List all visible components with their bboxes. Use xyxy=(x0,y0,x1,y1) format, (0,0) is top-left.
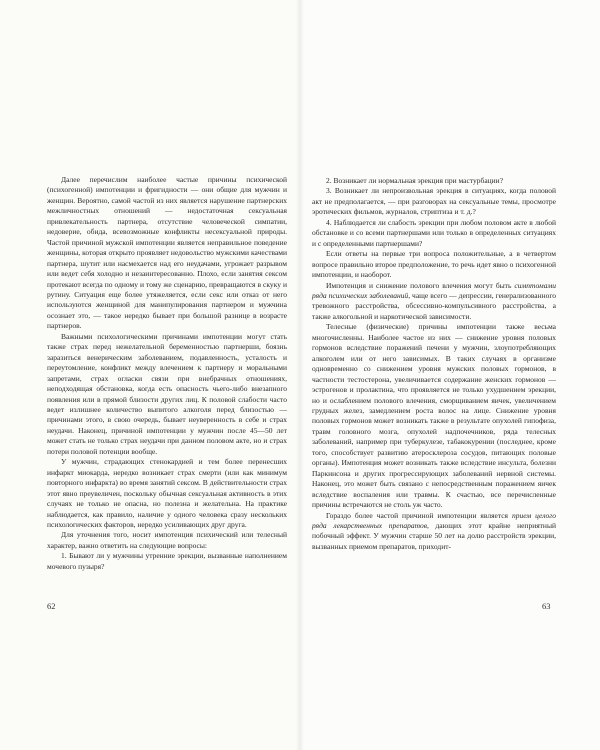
question-item: 3. Возникает ли непроизвольная эрекция в ситуациях, когда половой акт не предполагается, — при разговорах на сексуальные темы, просмотре эротических фильмов, журналов, стриптиза и т. д.? xyxy=(312,186,556,217)
question-item: 2. Возникает ли нормальная эрекция при мастурбации? xyxy=(326,176,504,185)
paragraph: Далее перечислим наиболее частые причины психической (психогенной) импотенции и фригидности — они общие для мужчин и женщин. Вероятно, самой частой из них является нарушение партнерских межличностных отношений — недостаточная сексуальная привлекательность партнера, отсутствие человеческой симпатии, недоверие, обида, всевозможные конфликты несексуальной природы. Частой причиной мужской импотенции является неправильное поведение женщины, которая открыто проявляет недовольство мужскими качествами партнера, шутит или насмехается над его неудачами, угрожает разрывом или ведет себя холодно и незаинтересованно. Плохо, если занятия сексом протекают всегда по одному и тому же сценарию, превращаются в скуку и рутину. Ситуация еще более утяжеляется, если секс или отказ от него используются женщиной для манипулирования партнером и мужчина осознает это, — такое нередко бывает при большой разнице в возрасте партнеров. xyxy=(47,175,287,331)
paragraph: Для уточнения того, носит импотенция психический или телесный характер, важно ответить на следующие вопросы: xyxy=(47,530,287,550)
right-page xyxy=(300,0,600,750)
page-number: 63 xyxy=(542,601,551,611)
paragraph: Важными психологическими причинами импотенции могут стать также страх перед нежелательной беременностью партнерши, боязнь заразиться венерическим заболеванием, подавленность, усталость и переутомление, конфликт между влечением к партнеру и моральными запретами, страх огласки связи при внебрачных отношениях, неподходящая обстановка, когда есть опасность чьего-либо внезапного появления или в прямой близости других лиц. К половой слабости часто ведет излишнее количество выпитого алкоголя перед близостью — причинами этого, в свою очередь, бывает неуверенность в себе и страх неудачи. Наконец, причиной импотенции у мужчин после 45—50 лет может стать не только страх неудачи при данном половом акте, но и страх потери половой потенции вообще. xyxy=(47,331,287,456)
paragraph: Телесные (физические) причины импотенции также весьма многочисленны. Наиболее частое из них — снижение уровня половых гормонов вследствие поражений печени у мужчин, злоупотребляющих алкоголем или от него зависимых. В таких случаях в организме одновременно со снижением уровня мужских половых гормонов, в частности тестостерона, увеличивается содержание женских гормонов — эстрогенов и пролактина, что проявляется не только ухудшением эрекции, но и ослаблением полового влечения, сморщиванием яичек, увеличением грудных желез, замедлением роста волос на лице. Снижение уровня половых гормонов может возникать также в результате опухолей гипофиза, травм головного мозга, опухолей надпочечников, ряда телесных заболеваний, например при туберкулезе, табакокурении (последнее, кроме того, способствует развитию атеросклероза сосудов, питающих половые органы). Импотенция может возникать также вследствие инсульта, болезни Паркинсона и других прогрессирующих заболеваний нервной системы. Наконец, это может быть связано с непосредственным поражением яичек вследствие воспаления или травмы. К счастью, все перечисленные причины встречаются не столь уж часто. xyxy=(312,322,556,510)
page-number: 62 xyxy=(47,601,56,611)
question-item: 1. Бывают ли у мужчины утренние эрекции, вызванные наполнением мочевого пузыря? xyxy=(47,551,287,571)
paragraph: У мужчин, страдающих стенокардией и тем более перенесших инфаркт миокарда, нередко возникает страх смерти (или как минимум повторного инфаркта) во время занятий сексом. В действительности страх этот явно преувеличен, поскольку обычная сексуальная активность в этих случаях не только не опасна, но полезна и желательна. На практике наблюдается, как правило, наличие у одного человека сразу нескольких психологических факторов, нередко усиливающих друг друга. xyxy=(47,457,287,529)
text-run: Импотенция и снижение полового влечения могут быть xyxy=(326,280,515,290)
paragraph xyxy=(312,511,556,553)
emphasis-text: прием целого ряда лекарственных препаратов xyxy=(312,510,556,530)
paragraph xyxy=(312,281,556,323)
left-text-column xyxy=(47,175,287,572)
text-run: Гораздо более частой причиной импотенции является xyxy=(326,510,512,520)
text-run: , чаще всего — депрессии, генерализованного тревожного расстройства, обсессивно-компульсивного расстройства, а также алкогольной и наркотической зависимости. xyxy=(312,290,557,321)
book-gutter xyxy=(296,0,304,750)
emphasis-text: симптомами ряда психических заболеваний xyxy=(312,280,556,300)
question-item: 4. Наблюдается ли слабость эрекции при любом половом акте в любой обстановке и со всеми партнершами или только в определенных ситуациях и с определенными партнершами? xyxy=(312,217,556,248)
right-text-column xyxy=(312,176,556,552)
text-run: , дающих этот крайне неприятный побочный эффект. У мужчин старше 50 лет на долю расстройств эрекции, вызванных приемом препаратов, приходит- xyxy=(312,520,556,551)
paragraph: Если ответы на первые три вопроса положительные, а в четвертом вопросе правильно второе предположение, то речь идет явно о психогенной импотенции, и наоборот. xyxy=(312,249,556,280)
